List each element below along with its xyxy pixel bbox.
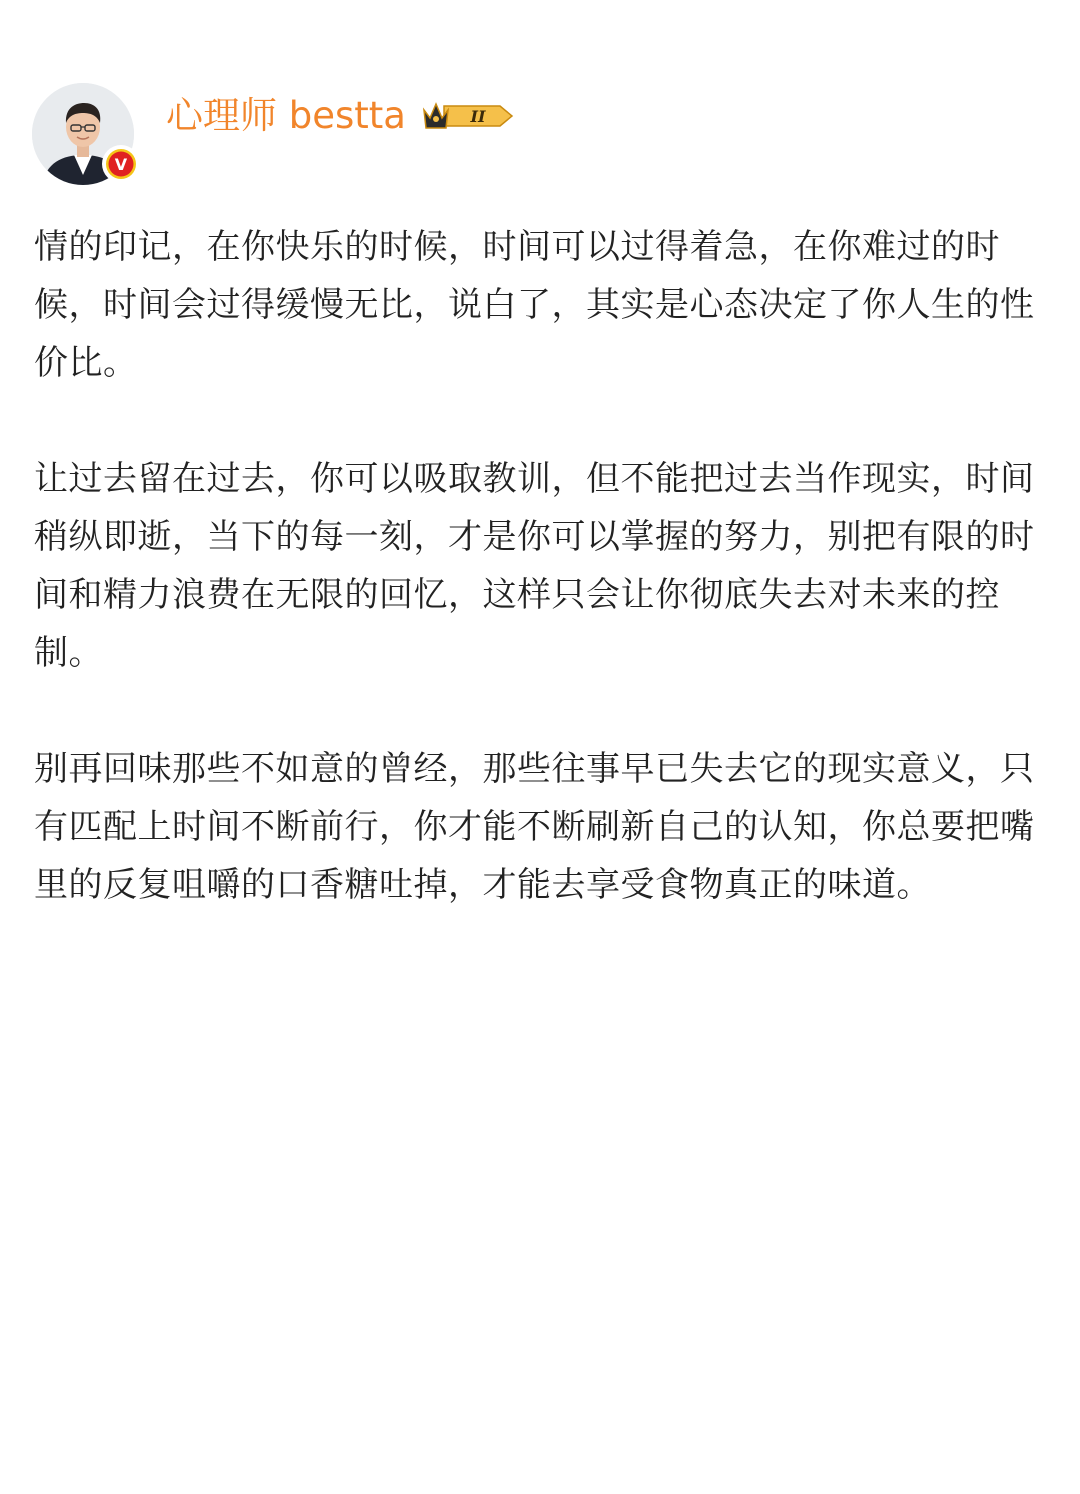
- verified-badge: [102, 145, 140, 183]
- svg-text:V: V: [114, 155, 128, 174]
- avatar-container[interactable]: [32, 83, 134, 185]
- post-paragraph: 让过去留在过去，你可以吸取教训，但不能把过去当作现实，时间稍纵即逝，当下的每一刻，才是你可以掌握的努力，别把有限的时间和精力浪费在无限的回忆，这样只会让你彻底失去对未来的控制。: [34, 459, 1035, 673]
- author-name[interactable]: 心理师 bestta: [166, 94, 406, 137]
- rank-label: II: [470, 107, 486, 126]
- verified-v-icon: [105, 148, 137, 180]
- post-paragraph: 情的印记，在你快乐的时候，时间可以过得着急，在你难过的时候，时间会过得缓慢无比，说白了，其实是心态决定了你人生的性价比。: [34, 227, 1035, 383]
- post-header: [32, 82, 486, 186]
- author-name-row: [166, 86, 514, 146]
- crown-rank-badge-icon[interactable]: [422, 98, 514, 134]
- post-body: [34, 218, 1044, 914]
- post-paragraph: 别再回味那些不如意的曾经，那些往事早已失去它的现实意义，只有匹配上时间不断前行，你才能不断刷新自己的认知，你总要把嘴里的反复咀嚼的口香糖吐掉，才能去享受食物真正的味道。: [34, 749, 1035, 905]
